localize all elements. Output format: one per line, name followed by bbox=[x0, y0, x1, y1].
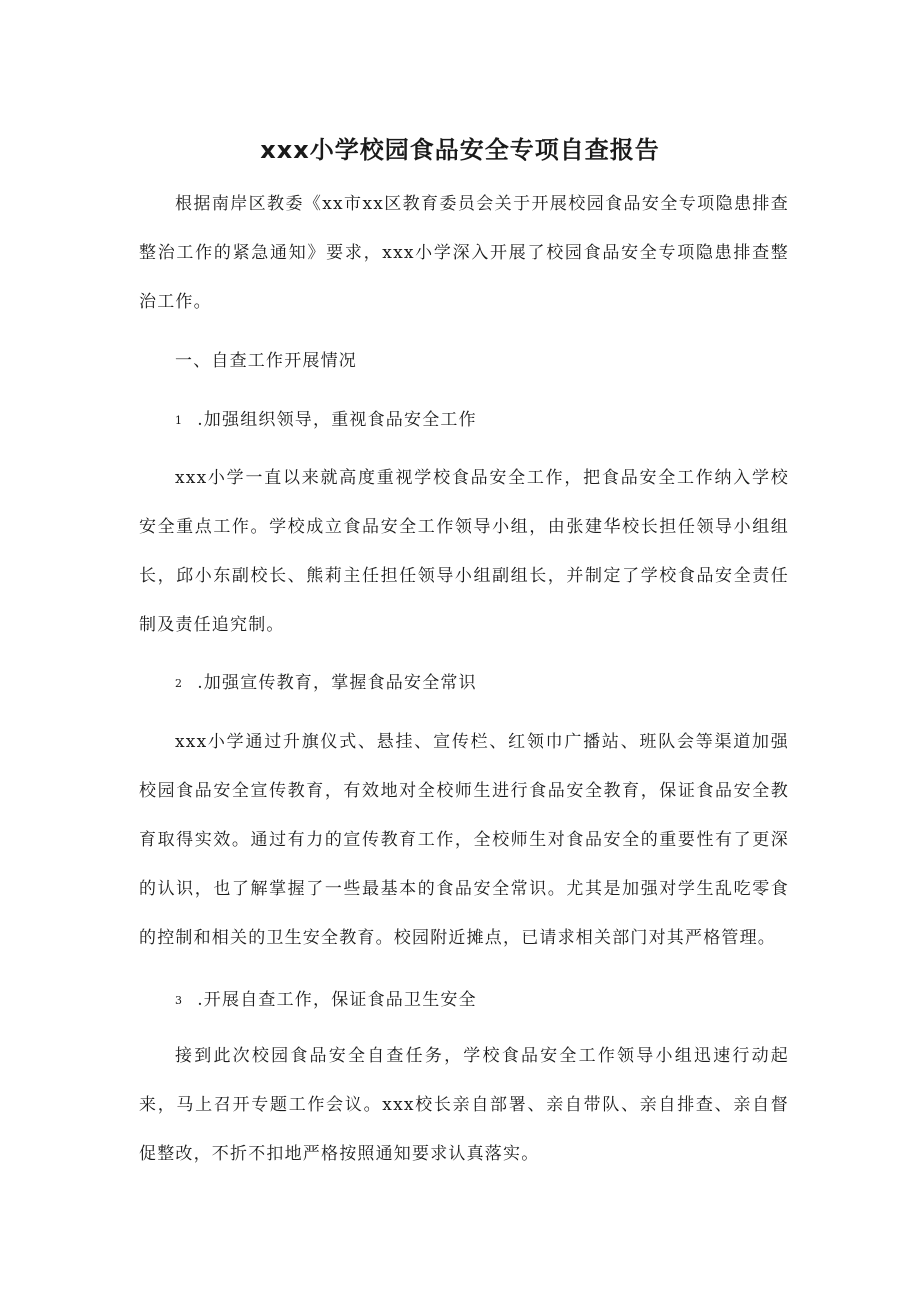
item-body-2: xxx小学通过升旗仪式、悬挂、宣传栏、红领巾广播站、班队会等渠道加强校园食品安全宣传教育，有效地对全校师生进行食品安全教育，保证食品安全教育取得实效。通过有力的宣传教育工作，全校师生对食品安全的重要性有了更深的认识，也了解掌握了一些最基本的食品安全常识。尤其是加强对学生乱吃零食的控制和相关的卫生安全教育。校园附近摊点，已请求相关部门对其严格管理。 bbox=[139, 732, 789, 948]
item-number-2: 2 bbox=[175, 676, 184, 690]
intro-paragraph: 根据南岸区教委《xx市xx区教育委员会关于开展校园食品安全专项隐患排查整治工作的紧急通知》要求，xxx小学深入开展了校园食品安全专项隐患排查整治工作。 bbox=[139, 194, 789, 312]
item-heading-text-2: .加强宣传教育，掌握食品安全常识 bbox=[197, 673, 477, 693]
item-heading-text-1: .加强组织领导，重视食品安全工作 bbox=[197, 410, 477, 430]
item-heading-text-3: .开展自查工作，保证食品卫生安全 bbox=[197, 990, 477, 1010]
item-heading-2 bbox=[175, 668, 477, 699]
item-number-3: 3 bbox=[175, 993, 184, 1007]
item-body-1: xxx小学一直以来就高度重视学校食品安全工作，把食品安全工作纳入学校安全重点工作。学校成立食品安全工作领导小组，由张建华校长担任领导小组组长，邱小东副校长、熊莉主任担任领导小组副组长，并制定了学校食品安全责任制及责任追究制。 bbox=[139, 468, 789, 635]
item-heading-3 bbox=[175, 985, 477, 1016]
item-heading-1 bbox=[175, 405, 477, 436]
item-body-3: 接到此次校园食品安全自查任务，学校食品安全工作领导小组迅速行动起来，马上召开专题工作会议。xxx校长亲自部署、亲自带队、亲自排查、亲自督促整改，不折不扣地严格按照通知要求认真落实。 bbox=[139, 1046, 789, 1164]
item-number-1: 1 bbox=[175, 413, 184, 427]
section-heading-1: 一、自查工作开展情况 bbox=[175, 351, 357, 371]
document-title: xxx小学校园食品安全专项自查报告 bbox=[260, 136, 660, 164]
